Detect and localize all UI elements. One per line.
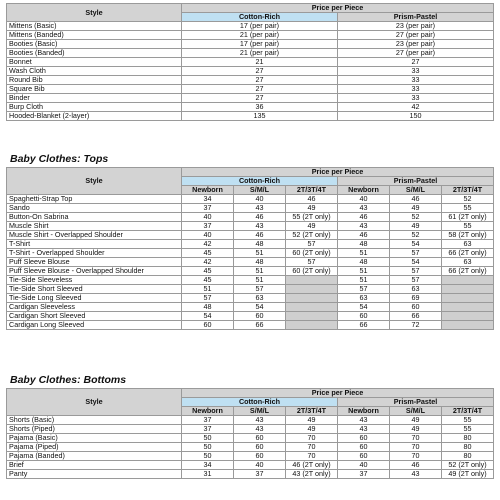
cotton-rich-2t4t-price — [286, 321, 338, 330]
cotton-rich-2t4t-price: 70 — [286, 452, 338, 461]
table-row — [7, 213, 494, 222]
cotton-rich-newborn-price: 31 — [182, 470, 234, 479]
prism-pastel-newborn-price: 43 — [338, 222, 390, 231]
row-style-name: T-Shirt — [7, 240, 182, 249]
table-row — [7, 285, 494, 294]
cotton-rich-sml-price: 40 — [234, 461, 286, 470]
prism-pastel-price: 27 (per pair) — [338, 31, 494, 40]
cotton-rich-newborn-price: 50 — [182, 434, 234, 443]
prism-pastel-2t4t-price — [442, 303, 494, 312]
size-header-2t4t: 2T/3T/4T — [442, 407, 494, 416]
prism-pastel-2t4t-price: 58 (2T only) — [442, 231, 494, 240]
table-row — [7, 312, 494, 321]
bottoms-section-title: Baby Clothes: Bottoms — [10, 374, 127, 386]
cotton-rich-newborn-price: 34 — [182, 461, 234, 470]
size-header-2t4t: 2T/3T/4T — [442, 186, 494, 195]
table-row — [7, 112, 494, 121]
prism-pastel-sml-price: 57 — [390, 267, 442, 276]
prism-pastel-price: 27 (per pair) — [338, 49, 494, 58]
prism-pastel-newborn-price: 60 — [338, 452, 390, 461]
cotton-rich-newborn-price: 51 — [182, 285, 234, 294]
prism-pastel-newborn-price: 40 — [338, 461, 390, 470]
table-row — [7, 258, 494, 267]
tops-price-table — [6, 167, 494, 330]
prism-pastel-price: 42 — [338, 103, 494, 112]
prism-pastel-2t4t-price: 52 — [442, 195, 494, 204]
table-row — [7, 321, 494, 330]
cotton-rich-sml-price: 46 — [234, 213, 286, 222]
table-row — [7, 249, 494, 258]
prism-pastel-header: Prism-Pastel — [338, 398, 494, 407]
prism-pastel-sml-price: 57 — [390, 249, 442, 258]
cotton-rich-newborn-price: 54 — [182, 312, 234, 321]
prism-pastel-newborn-price: 63 — [338, 294, 390, 303]
prism-pastel-2t4t-price: 63 — [442, 258, 494, 267]
prism-pastel-newborn-price: 46 — [338, 213, 390, 222]
prism-pastel-newborn-price: 46 — [338, 231, 390, 240]
cotton-rich-newborn-price: 50 — [182, 452, 234, 461]
prism-pastel-newborn-price: 40 — [338, 195, 390, 204]
cotton-rich-price: 17 (per pair) — [182, 22, 338, 31]
prism-pastel-sml-price: 60 — [390, 303, 442, 312]
cotton-rich-sml-price: 60 — [234, 312, 286, 321]
cotton-rich-newborn-price: 40 — [182, 213, 234, 222]
table-row — [7, 303, 494, 312]
prism-pastel-newborn-price: 51 — [338, 267, 390, 276]
row-style-name: Mittens (Banded) — [7, 31, 182, 40]
cotton-rich-sml-price: 48 — [234, 258, 286, 267]
row-style-name: Booties (Banded) — [7, 49, 182, 58]
cotton-rich-sml-price: 43 — [234, 425, 286, 434]
cotton-rich-2t4t-price: 49 — [286, 204, 338, 213]
prism-pastel-sml-price: 72 — [390, 321, 442, 330]
prism-pastel-newborn-price: 51 — [338, 249, 390, 258]
cotton-rich-sml-price: 43 — [234, 222, 286, 231]
prism-pastel-sml-price: 69 — [390, 294, 442, 303]
cotton-rich-sml-price: 60 — [234, 443, 286, 452]
cotton-rich-2t4t-price: 60 (2T only) — [286, 267, 338, 276]
prism-pastel-sml-price: 63 — [390, 285, 442, 294]
cotton-rich-2t4t-price: 70 — [286, 434, 338, 443]
cotton-rich-price: 36 — [182, 103, 338, 112]
prism-pastel-sml-price: 57 — [390, 276, 442, 285]
prism-pastel-newborn-price: 60 — [338, 443, 390, 452]
row-style-name: Burp Cloth — [7, 103, 182, 112]
cotton-rich-sml-price: 40 — [234, 195, 286, 204]
cotton-rich-newborn-price: 34 — [182, 195, 234, 204]
row-style-name: Tie-Side Short Sleeved — [7, 285, 182, 294]
cotton-rich-2t4t-price — [286, 303, 338, 312]
size-header-2t4t: 2T/3T/4T — [286, 186, 338, 195]
prism-pastel-sml-price: 54 — [390, 240, 442, 249]
table-row — [7, 85, 494, 94]
table-row — [7, 49, 494, 58]
cotton-rich-2t4t-price — [286, 276, 338, 285]
prism-pastel-sml-price: 46 — [390, 195, 442, 204]
row-style-name: Sando — [7, 204, 182, 213]
table-row — [7, 461, 494, 470]
row-style-name: Tie-Side Long Sleeved — [7, 294, 182, 303]
prism-pastel-2t4t-price — [442, 294, 494, 303]
row-style-name: Brief — [7, 461, 182, 470]
prism-pastel-sml-price: 49 — [390, 222, 442, 231]
prism-pastel-newborn-price: 48 — [338, 258, 390, 267]
row-style-name: Muscle Shirt — [7, 222, 182, 231]
tops-section-title: Baby Clothes: Tops — [10, 153, 109, 165]
table-row — [7, 294, 494, 303]
prism-pastel-sml-price: 54 — [390, 258, 442, 267]
size-header-newborn: Newborn — [338, 407, 390, 416]
cotton-rich-price: 17 (per pair) — [182, 40, 338, 49]
prism-pastel-sml-price: 52 — [390, 213, 442, 222]
size-header-sml: S/M/L — [234, 407, 286, 416]
cotton-rich-sml-price: 60 — [234, 434, 286, 443]
prism-pastel-sml-price: 70 — [390, 443, 442, 452]
row-style-name: Muscle Shirt - Overlapped Shoulder — [7, 231, 182, 240]
prism-pastel-sml-price: 49 — [390, 416, 442, 425]
table-row — [7, 103, 494, 112]
row-style-name: Wash Cloth — [7, 67, 182, 76]
cotton-rich-sml-price: 63 — [234, 294, 286, 303]
prism-pastel-2t4t-price: 66 (2T only) — [442, 249, 494, 258]
prism-pastel-newborn-price: 43 — [338, 204, 390, 213]
prism-pastel-header: Prism-Pastel — [338, 13, 494, 22]
size-header-sml: S/M/L — [234, 186, 286, 195]
prism-pastel-2t4t-price: 52 (2T only) — [442, 461, 494, 470]
prism-pastel-header: Prism-Pastel — [338, 177, 494, 186]
row-style-name: Cardigan Sleeveless — [7, 303, 182, 312]
row-style-name: Tie-Side Sleeveless — [7, 276, 182, 285]
prism-pastel-sml-price: 43 — [390, 470, 442, 479]
prism-pastel-2t4t-price: 55 — [442, 222, 494, 231]
prism-pastel-2t4t-price: 55 — [442, 204, 494, 213]
prism-pastel-newborn-price: 43 — [338, 416, 390, 425]
prism-pastel-2t4t-price — [442, 285, 494, 294]
table-row — [7, 94, 494, 103]
cotton-rich-2t4t-price: 46 — [286, 195, 338, 204]
prism-pastel-newborn-price: 57 — [338, 285, 390, 294]
cotton-rich-2t4t-price: 70 — [286, 443, 338, 452]
cotton-rich-sml-price: 43 — [234, 204, 286, 213]
price-per-piece-header: Price per Piece — [182, 168, 494, 177]
prism-pastel-newborn-price: 66 — [338, 321, 390, 330]
prism-pastel-price: 33 — [338, 76, 494, 85]
table-row — [7, 195, 494, 204]
prism-pastel-price: 27 — [338, 58, 494, 67]
row-style-name: Shorts (Basic) — [7, 416, 182, 425]
style-header: Style — [7, 389, 182, 416]
prism-pastel-sml-price: 66 — [390, 312, 442, 321]
row-style-name: Cardigan Short Sleeved — [7, 312, 182, 321]
cotton-rich-sml-price: 37 — [234, 470, 286, 479]
prism-pastel-price: 33 — [338, 67, 494, 76]
cotton-rich-newborn-price: 48 — [182, 303, 234, 312]
cotton-rich-newborn-price: 45 — [182, 276, 234, 285]
cotton-rich-2t4t-price: 46 (2T only) — [286, 461, 338, 470]
cotton-rich-sml-price: 66 — [234, 321, 286, 330]
cotton-rich-newborn-price: 57 — [182, 294, 234, 303]
row-style-name: Bonnet — [7, 58, 182, 67]
cotton-rich-newborn-price: 42 — [182, 258, 234, 267]
table-row — [7, 22, 494, 31]
size-header-sml: S/M/L — [390, 407, 442, 416]
prism-pastel-2t4t-price: 80 — [442, 452, 494, 461]
prism-pastel-newborn-price: 48 — [338, 240, 390, 249]
table-row — [7, 434, 494, 443]
cotton-rich-sml-price: 46 — [234, 231, 286, 240]
bottoms-price-table — [6, 388, 494, 479]
row-style-name: Hooded-Blanket (2-layer) — [7, 112, 182, 121]
cotton-rich-newborn-price: 37 — [182, 204, 234, 213]
cotton-rich-sml-price: 43 — [234, 416, 286, 425]
table-row — [7, 204, 494, 213]
row-style-name: Button-On Sabrina — [7, 213, 182, 222]
prism-pastel-newborn-price: 60 — [338, 434, 390, 443]
prism-pastel-2t4t-price — [442, 276, 494, 285]
prism-pastel-sml-price: 46 — [390, 461, 442, 470]
prism-pastel-price: 23 (per pair) — [338, 40, 494, 49]
row-style-name: Puff Sleeve Blouse - Overlapped Shoulder — [7, 267, 182, 276]
row-style-name: Round Bib — [7, 76, 182, 85]
cotton-rich-header: Cotton-Rich — [182, 13, 338, 22]
prism-pastel-sml-price: 70 — [390, 452, 442, 461]
prism-pastel-2t4t-price: 55 — [442, 425, 494, 434]
cotton-rich-price: 21 (per pair) — [182, 49, 338, 58]
size-header-newborn: Newborn — [182, 186, 234, 195]
prism-pastel-2t4t-price — [442, 321, 494, 330]
cotton-rich-price: 27 — [182, 85, 338, 94]
prism-pastel-price: 23 (per pair) — [338, 22, 494, 31]
table-row — [7, 425, 494, 434]
prism-pastel-2t4t-price — [442, 312, 494, 321]
cotton-rich-2t4t-price — [286, 312, 338, 321]
table-row — [7, 231, 494, 240]
prism-pastel-newborn-price: 54 — [338, 303, 390, 312]
cotton-rich-2t4t-price: 49 — [286, 425, 338, 434]
cotton-rich-2t4t-price: 49 — [286, 222, 338, 231]
row-style-name: Pajama (Banded) — [7, 452, 182, 461]
cotton-rich-newborn-price: 40 — [182, 231, 234, 240]
prism-pastel-newborn-price: 60 — [338, 312, 390, 321]
cotton-rich-price: 21 — [182, 58, 338, 67]
cotton-rich-price: 135 — [182, 112, 338, 121]
prism-pastel-2t4t-price: 49 (2T only) — [442, 470, 494, 479]
prism-pastel-price: 150 — [338, 112, 494, 121]
cotton-rich-sml-price: 57 — [234, 285, 286, 294]
size-header-newborn: Newborn — [338, 186, 390, 195]
cotton-rich-2t4t-price: 52 (2T only) — [286, 231, 338, 240]
cotton-rich-2t4t-price: 49 — [286, 416, 338, 425]
prism-pastel-2t4t-price: 63 — [442, 240, 494, 249]
prism-pastel-2t4t-price: 80 — [442, 434, 494, 443]
prism-pastel-newborn-price: 51 — [338, 276, 390, 285]
cotton-rich-newborn-price: 37 — [182, 425, 234, 434]
row-style-name: Pajama (Basic) — [7, 434, 182, 443]
style-header: Style — [7, 168, 182, 195]
table-row — [7, 40, 494, 49]
prism-pastel-2t4t-price: 55 — [442, 416, 494, 425]
cotton-rich-header: Cotton-Rich — [182, 177, 338, 186]
table-row — [7, 76, 494, 85]
cotton-rich-2t4t-price: 55 (2T only) — [286, 213, 338, 222]
cotton-rich-sml-price: 51 — [234, 267, 286, 276]
cotton-rich-2t4t-price — [286, 294, 338, 303]
cotton-rich-newborn-price: 37 — [182, 416, 234, 425]
size-header-sml: S/M/L — [390, 186, 442, 195]
cotton-rich-newborn-price: 42 — [182, 240, 234, 249]
table-row — [7, 443, 494, 452]
cotton-rich-2t4t-price: 57 — [286, 258, 338, 267]
table-row — [7, 470, 494, 479]
size-header-newborn: Newborn — [182, 407, 234, 416]
accessories-price-table — [6, 3, 494, 121]
table-row — [7, 416, 494, 425]
row-style-name: Puff Sleeve Blouse — [7, 258, 182, 267]
cotton-rich-sml-price: 51 — [234, 276, 286, 285]
price-per-piece-header: Price per Piece — [182, 389, 494, 398]
size-header-2t4t: 2T/3T/4T — [286, 407, 338, 416]
row-style-name: Booties (Basic) — [7, 40, 182, 49]
prism-pastel-newborn-price: 37 — [338, 470, 390, 479]
prism-pastel-price: 33 — [338, 94, 494, 103]
table-row — [7, 276, 494, 285]
row-style-name: Mittens (Basic) — [7, 22, 182, 31]
prism-pastel-2t4t-price: 66 (2T only) — [442, 267, 494, 276]
cotton-rich-2t4t-price — [286, 285, 338, 294]
cotton-rich-sml-price: 60 — [234, 452, 286, 461]
cotton-rich-2t4t-price: 43 (2T only) — [286, 470, 338, 479]
table-row — [7, 67, 494, 76]
cotton-rich-newborn-price: 37 — [182, 222, 234, 231]
cotton-rich-price: 27 — [182, 94, 338, 103]
cotton-rich-sml-price: 54 — [234, 303, 286, 312]
prism-pastel-2t4t-price: 80 — [442, 443, 494, 452]
prism-pastel-sml-price: 49 — [390, 204, 442, 213]
style-header: Style — [7, 4, 182, 22]
prism-pastel-sml-price: 70 — [390, 434, 442, 443]
prism-pastel-sml-price: 52 — [390, 231, 442, 240]
row-style-name: Pajama (Piped) — [7, 443, 182, 452]
row-style-name: T-Shirt - Overlapped Shoulder — [7, 249, 182, 258]
row-style-name: Binder — [7, 94, 182, 103]
cotton-rich-newborn-price: 45 — [182, 249, 234, 258]
row-style-name: Cardigan Long Sleeved — [7, 321, 182, 330]
price-per-piece-header: Price per Piece — [182, 4, 494, 13]
table-row — [7, 267, 494, 276]
cotton-rich-price: 21 (per pair) — [182, 31, 338, 40]
table-row — [7, 222, 494, 231]
cotton-rich-price: 27 — [182, 67, 338, 76]
cotton-rich-2t4t-price: 60 (2T only) — [286, 249, 338, 258]
cotton-rich-sml-price: 48 — [234, 240, 286, 249]
row-style-name: Square Bib — [7, 85, 182, 94]
row-style-name: Panty — [7, 470, 182, 479]
table-row — [7, 452, 494, 461]
table-row — [7, 31, 494, 40]
prism-pastel-newborn-price: 43 — [338, 425, 390, 434]
prism-pastel-price: 33 — [338, 85, 494, 94]
cotton-rich-2t4t-price: 57 — [286, 240, 338, 249]
cotton-rich-price: 27 — [182, 76, 338, 85]
row-style-name: Shorts (Piped) — [7, 425, 182, 434]
table-row — [7, 240, 494, 249]
prism-pastel-sml-price: 49 — [390, 425, 442, 434]
row-style-name: Spaghetti-Strap Top — [7, 195, 182, 204]
cotton-rich-newborn-price: 50 — [182, 443, 234, 452]
cotton-rich-header: Cotton-Rich — [182, 398, 338, 407]
cotton-rich-sml-price: 51 — [234, 249, 286, 258]
table-row — [7, 58, 494, 67]
cotton-rich-newborn-price: 60 — [182, 321, 234, 330]
prism-pastel-2t4t-price: 61 (2T only) — [442, 213, 494, 222]
cotton-rich-newborn-price: 45 — [182, 267, 234, 276]
